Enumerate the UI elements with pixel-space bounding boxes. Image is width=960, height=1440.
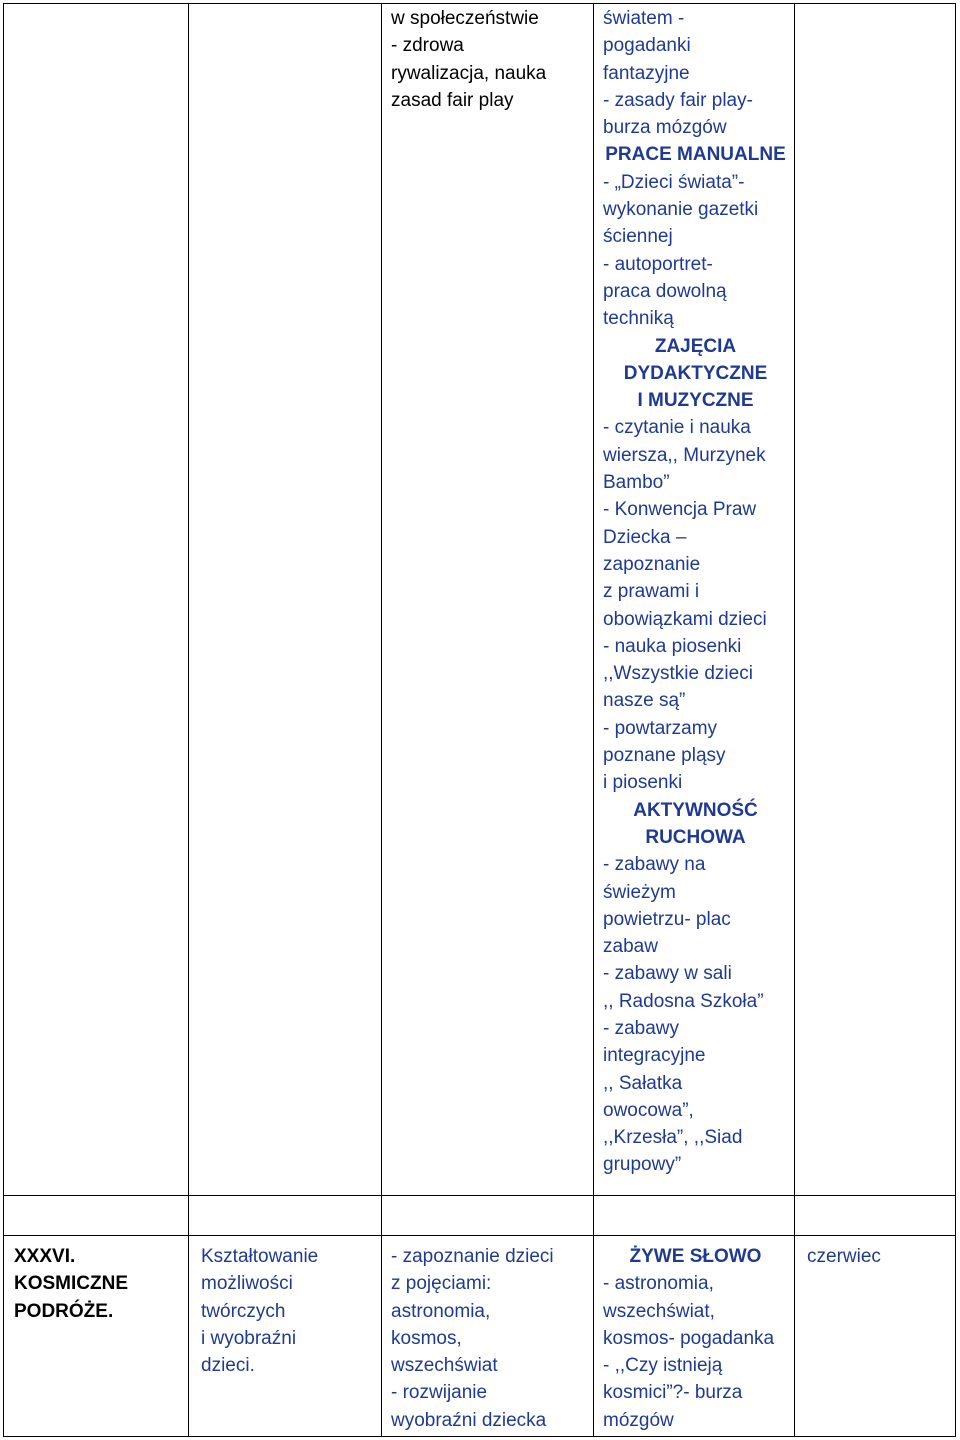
section-heading: I MUZYCZNE (637, 390, 754, 412)
text-line: - nauka piosenki (603, 635, 742, 657)
text-line: Bambo” (603, 472, 670, 494)
text-line: zapoznanie (603, 553, 701, 575)
text-line: wszechświat (391, 1355, 498, 1377)
text-line: świeżym (603, 881, 676, 903)
section-heading: ŻYWE SŁOWO (629, 1246, 762, 1267)
text-line: kosmos- pogadanka (603, 1327, 775, 1349)
text-line: ,,Wszystkie dzieci (603, 663, 753, 685)
text-line: światem - (603, 8, 685, 29)
text-line: - zabawy (603, 1017, 680, 1039)
text-line: Kształtowanie (201, 1246, 319, 1267)
tasks-list (391, 1243, 586, 1434)
text-line: rywalizacja, nauka (391, 62, 547, 84)
bottom-topic-cell (14, 1243, 184, 1325)
bottom-tasks-cell (391, 1243, 586, 1434)
text-line: kosmos, (391, 1327, 462, 1349)
text-line: - Konwencja Praw (603, 499, 757, 521)
border-left (3, 3, 4, 1437)
section-heading: DYDAKTYCZNE (623, 362, 768, 384)
text-line: - autoportret- (603, 253, 713, 275)
text-line: ,, Radosna Szkoła” (603, 990, 764, 1012)
text-line: z pojęciami: (391, 1273, 492, 1295)
text-line: pogadanki (603, 35, 691, 57)
text-line: kosmici”?- burza (603, 1382, 743, 1404)
text-line: - rozwijanie (391, 1382, 488, 1404)
text-line: powietrzu- plac (603, 908, 731, 930)
border-row-top-bottom (3, 1195, 956, 1196)
text-line: czerwiec (807, 1246, 881, 1267)
text-line: ,, Sałatka (603, 1072, 683, 1094)
border-bottom (3, 1436, 956, 1437)
text-line: XXXVI. (14, 1246, 76, 1267)
text-line: - zasady fair play- (603, 89, 753, 111)
top-methods-cell (603, 5, 788, 1179)
text-line: poznane pląsy (603, 745, 726, 767)
text-line: mózgów (603, 1409, 674, 1431)
text-line: wiersza,, Murzynek (603, 444, 766, 466)
text-line: - astronomia, (603, 1273, 714, 1295)
goals-list (201, 1243, 376, 1379)
text-line: grupowy” (603, 1154, 682, 1176)
top-goals-cell (391, 5, 586, 114)
border-row-bottom-top (3, 1235, 956, 1236)
section-heading: PRACE MANUALNE (605, 144, 786, 166)
text-line: zasad fair play (391, 89, 514, 111)
text-line: Dziecka – (603, 526, 687, 548)
border-col2 (381, 3, 382, 1437)
text-line: twórczych (201, 1300, 286, 1322)
text-line: zabaw (603, 936, 658, 958)
text-line: - „Dzieci świata”- (603, 171, 745, 193)
section-heading: ZAJĘCIA (654, 335, 737, 357)
text-line: fantazyjne (603, 62, 690, 84)
text-line: - zabawy na (603, 854, 706, 876)
text-line: - czytanie i nauka (603, 417, 751, 439)
border-col1 (188, 3, 189, 1437)
text-line: wyobraźni dziecka (391, 1409, 547, 1431)
bottom-month-cell (807, 1243, 952, 1270)
text-line: KOSMICZNE (14, 1273, 128, 1295)
border-top (3, 3, 956, 4)
text-line: - zabawy w sali (603, 963, 732, 985)
border-col3 (593, 3, 594, 1437)
text-line: ,,Krzesła”, ,,Siad (603, 1127, 743, 1149)
text-line: z prawami i (603, 581, 700, 603)
text-line: i piosenki (603, 772, 683, 794)
section-heading: RUCHOWA (645, 826, 746, 848)
border-col4 (794, 3, 795, 1437)
text-line: dzieci. (201, 1355, 255, 1377)
text-line: obowiązkami dzieci (603, 608, 767, 630)
text-line: ściennej (603, 226, 673, 248)
text-line: - ,,Czy istnieją (603, 1355, 723, 1377)
text-line: - powtarzamy (603, 717, 718, 739)
text-line: techniką (603, 308, 674, 330)
text-line: i wyobraźni (201, 1327, 297, 1349)
text-line: w społeczeństwie (391, 8, 539, 29)
bottom-methods-cell (603, 1243, 788, 1434)
month-label (807, 1243, 952, 1270)
text-line: możliwości (201, 1273, 293, 1295)
top-goals-list (391, 5, 586, 114)
methods-list (603, 1243, 788, 1434)
text-line: wykonanie gazetki (603, 199, 759, 221)
text-line: - zapoznanie dzieci (391, 1246, 554, 1267)
border-right (955, 3, 956, 1437)
text-line: wszechświat, (603, 1300, 715, 1322)
text-line: integracyjne (603, 1045, 706, 1067)
bottom-goals-cell (201, 1243, 376, 1379)
topic-title (14, 1243, 184, 1325)
text-line: PODRÓŻE. (14, 1300, 114, 1322)
text-line: burza mózgów (603, 117, 727, 139)
text-line: praca dowolną (603, 280, 727, 302)
text-line: nasze są” (603, 690, 686, 712)
section-heading: AKTYWNOŚĆ (633, 799, 758, 821)
top-methods-list (603, 5, 788, 1179)
text-line: astronomia, (391, 1300, 491, 1322)
text-line: owocowa”, (603, 1099, 694, 1121)
text-line: - zdrowa (391, 35, 464, 57)
